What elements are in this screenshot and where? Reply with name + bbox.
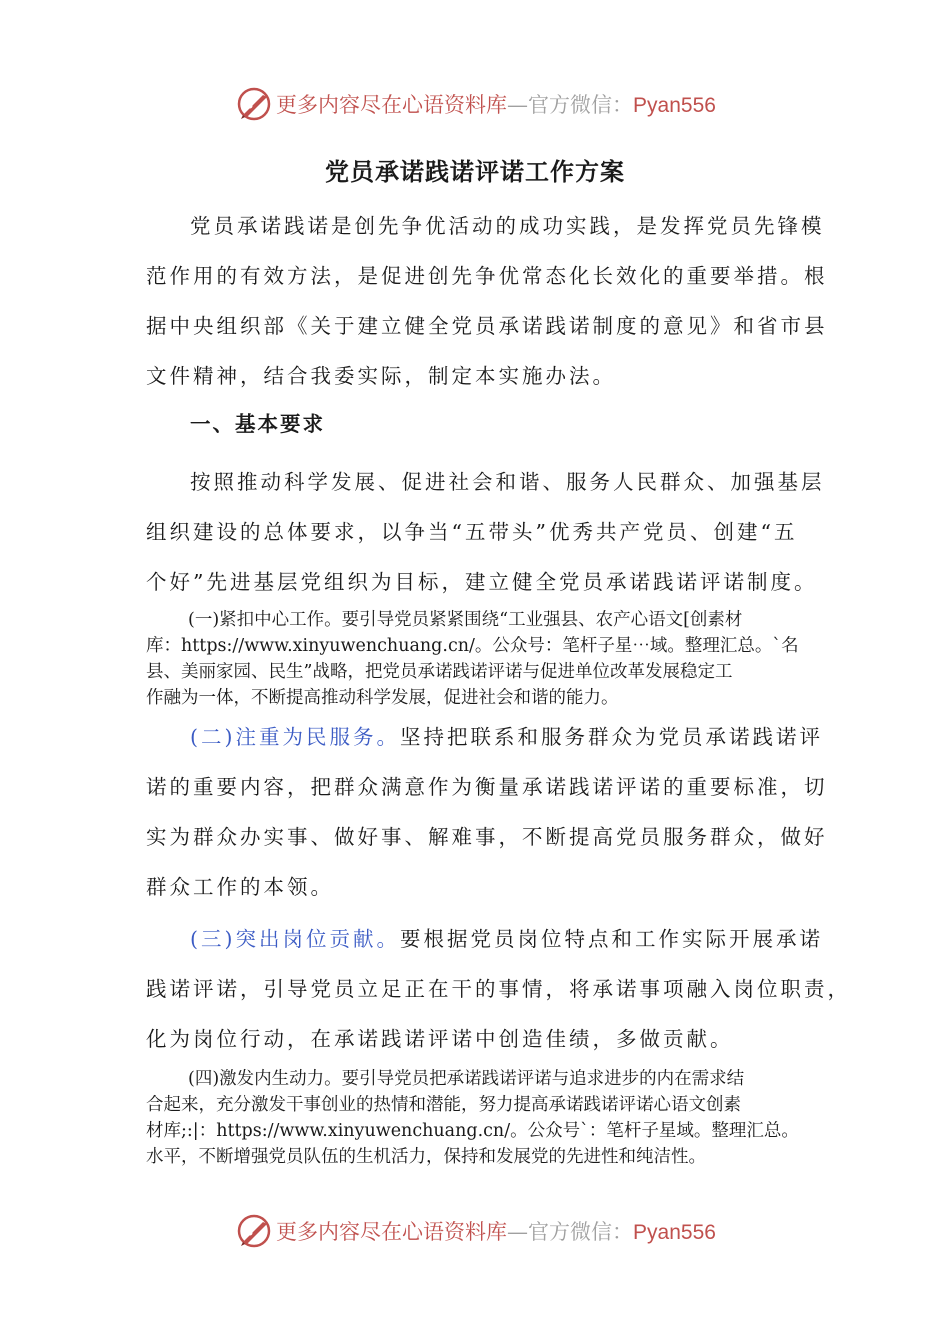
banner-main-text: 更多内容尽在心语资料库	[276, 93, 508, 117]
item3-line: 践诺评诺，引导党员立足正在干的事情，将承诺事项融入岗位职责，	[146, 977, 851, 1001]
intro-paragraph	[146, 201, 828, 401]
item1-paragraph	[146, 607, 806, 711]
banner-official-text: —官方微信：	[507, 1220, 634, 1244]
intro-line: 文件精神，结合我委实际，制定本实施办法。	[146, 364, 616, 388]
item3-heading: (三)突出岗位贡献。	[190, 927, 400, 951]
item4-line: 材库;:|：https://www.xinyuwenchuang.cn/。公众号`：笔杆子星域。整理汇总。	[146, 1121, 799, 1141]
watermark-banner-top	[0, 84, 950, 124]
section1-line: 个好”先进基层党组织为目标，建立健全党员承诺践诺评诺制度。	[146, 570, 818, 594]
item1-line: 库：https://www.xinyuwenchuang.cn/。公众号：笔杆子星⋯域。整理汇总。`名	[146, 636, 799, 656]
pen-logo-icon	[234, 1211, 274, 1251]
section-heading: 一、基本要求	[190, 412, 325, 436]
item3-paragraph	[146, 914, 851, 1064]
item4-line: 合起来，充分激发干事创业的热情和潜能，努力提高承诺践诺评诺心语文创素	[146, 1095, 741, 1115]
item3-first-line: 要根据党员岗位特点和工作实际开展承诺	[400, 927, 823, 951]
item2-line: 诺的重要内容，把群众满意作为衡量承诺践诺评诺的重要标准，切	[146, 775, 828, 799]
banner-main-text: 更多内容尽在心语资料库	[276, 1220, 508, 1244]
item2-line: 实为群众办实事、做好事、解难事，不断提高党员服务群众，做好	[146, 825, 828, 849]
section1-paragraph	[146, 457, 825, 607]
banner-official-text: —官方微信：	[507, 93, 634, 117]
section1-line: 按照推动科学发展、促进社会和谐、服务人民群众、加强基层	[190, 470, 825, 494]
intro-line: 范作用的有效方法，是促进创先争优常态化长效化的重要举措。根	[146, 264, 828, 288]
item4-line: (四)激发内生动力。要引导党员把承诺践诺评诺与追求进步的内在需求结	[188, 1069, 745, 1089]
document-title: 党员承诺践诺评诺工作方案	[325, 158, 625, 186]
item2-first-line: 坚持把联系和服务群众为党员承诺践诺评	[400, 725, 823, 749]
watermark-banner-bottom	[0, 1211, 950, 1251]
item1-line: 县、美丽家园、民生”战略，把党员承诺践诺评诺与促进单位改革发展稳定工	[146, 662, 733, 682]
item2-heading: (二)注重为民服务。	[190, 725, 400, 749]
pen-logo-icon	[234, 84, 274, 124]
item2-paragraph	[146, 712, 828, 912]
banner-wechat-id: Pyan556	[633, 1221, 716, 1244]
item4-line: 水平，不断增强党员队伍的生机活力，保持和发展党的先进性和纯洁性。	[146, 1147, 706, 1167]
section1-line: 组织建设的总体要求，以争当“五带头”优秀共产党员、创建“五	[146, 520, 798, 544]
item1-line: 作融为一体，不断提高推动科学发展，促进社会和谐的能力。	[146, 688, 619, 708]
item3-line: 化为岗位行动，在承诺践诺评诺中创造佳绩，多做贡献。	[146, 1027, 734, 1051]
item4-paragraph	[146, 1066, 806, 1170]
intro-line: 党员承诺践诺是创先争优活动的成功实践，是发挥党员先锋模	[190, 214, 825, 238]
intro-line: 据中央组织部《关于建立健全党员承诺践诺制度的意见》和省市县	[146, 314, 828, 338]
item2-line: 群众工作的本领。	[146, 875, 334, 899]
banner-wechat-id: Pyan556	[633, 94, 716, 117]
item1-line: (一)紧扣中心工作。要引导党员紧紧围绕“工业强县、农产心语文[创素材	[188, 610, 743, 630]
